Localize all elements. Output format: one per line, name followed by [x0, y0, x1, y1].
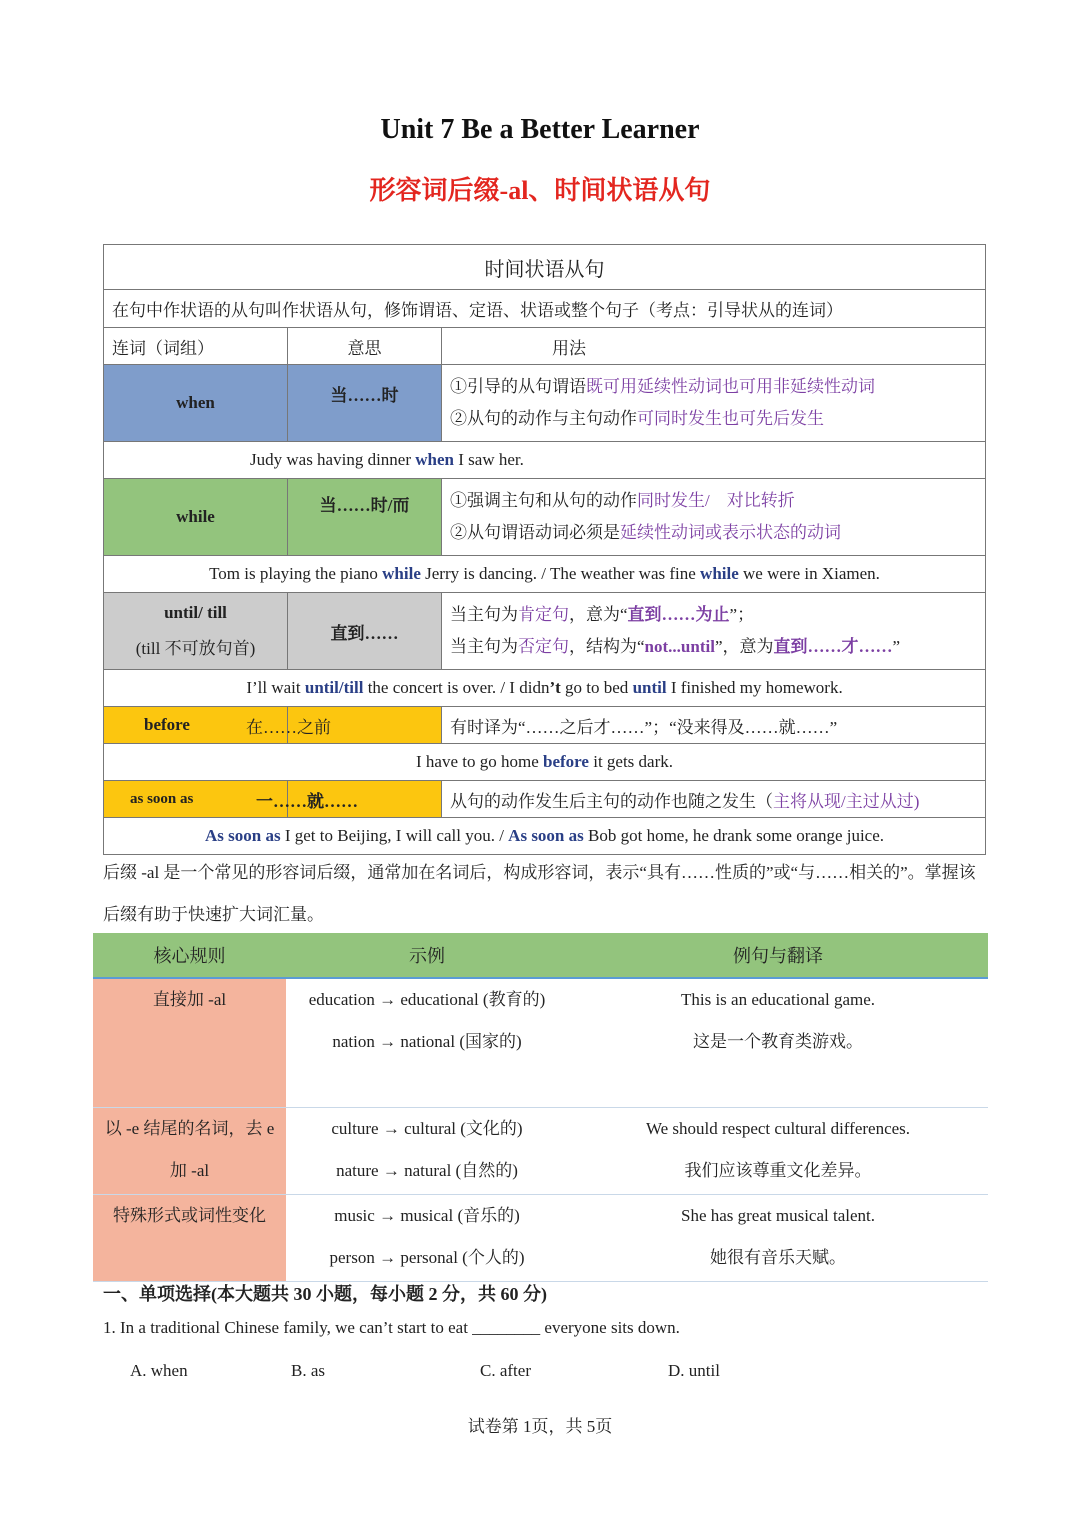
col-usage: 用法 — [442, 328, 986, 365]
sentence-cell: This is an educational game. 这是一个教育类游戏。 — [568, 978, 988, 1108]
table-row — [104, 365, 986, 442]
usage-when: ①引导的从句谓语既可用延续性动词也可用非延续性动词 ②从句的动作与主句动作可同时发生也可先后发生 — [442, 365, 986, 442]
meaning-before: 在……之前 — [288, 707, 442, 744]
conj-before: before — [104, 707, 288, 744]
option-c[interactable]: C. after — [480, 1361, 531, 1380]
meaning-while: 当……时/而 — [288, 479, 442, 556]
question-1: 1. In a traditional Chinese family, we can’t start to eat ________ everyone sits down. — [103, 1318, 680, 1337]
example-while: Tom is playing the piano while Jerry is dancing. / The weather was fine while we were in Xiamen. — [104, 556, 986, 593]
page-subtitle: 形容词后缀-al、时间状语从句 — [369, 176, 711, 205]
usage-while: ①强调主句和从句的动作同时发生/ 对比转折 ②从句谓语动词必须是延续性动词或表示状态的动词 — [442, 479, 986, 556]
meaning-as-soon-as: 一……就…… — [288, 781, 442, 818]
example-cell: education → educational (教育的) nation → national (国家的) — [286, 978, 568, 1108]
table-row — [104, 707, 986, 744]
table-row — [93, 1108, 988, 1195]
meaning-when: 当……时 — [288, 365, 442, 442]
conj-while: while — [104, 479, 288, 556]
sentence-cell: She has great musical talent. 她很有音乐天赋。 — [568, 1195, 988, 1282]
table-row — [93, 978, 988, 1108]
conj-until: until/ till (till 不可放句首) — [104, 593, 288, 670]
col-sentence: 例句与翻译 — [568, 933, 988, 978]
rule-cell: 直接加 -al — [93, 978, 286, 1108]
usage-as-soon-as: 从句的动作发生后主句的动作也随之发生（主将从现/主过从过) — [442, 781, 986, 818]
example-before: I have to go home before it gets dark. — [104, 744, 986, 781]
rule-cell: 特殊形式或词性变化 — [93, 1195, 286, 1282]
option-a[interactable]: A. when — [130, 1361, 188, 1380]
col-example: 示例 — [286, 933, 568, 978]
page-footer: 试卷第 1页，共 5页 — [467, 1417, 613, 1436]
example-cell: music → musical (音乐的) person → personal (个人的) — [286, 1195, 568, 1282]
col-rule: 核心规则 — [93, 933, 286, 978]
suffix-paragraph: 后缀 -al 是一个常见的形容词后缀，通常加在名词后，构成形容词，表示“具有……性质的”或“与……相关的”。掌握该后缀有助于快速扩大词汇量。 — [103, 863, 976, 924]
suffix-al-table — [93, 933, 988, 1282]
conj-when: when — [104, 365, 288, 442]
option-b[interactable]: B. as — [291, 1361, 325, 1380]
table-row — [93, 1195, 988, 1282]
page-title: Unit 7 Be a Better Learner — [380, 114, 700, 145]
table-row — [104, 781, 986, 818]
sentence-cell: We should respect cultural differences. 我们应该尊重文化差异。 — [568, 1108, 988, 1195]
col-conjunction: 连词（词组） — [104, 328, 288, 365]
rule-cell: 以 -e 结尾的名词，去 e 加 -al — [93, 1108, 286, 1195]
column-headers — [104, 328, 986, 365]
table-header: 时间状语从句 — [104, 245, 986, 290]
meaning-until: 直到…… — [288, 593, 442, 670]
example-as-soon-as: As soon as I get to Beijing, I will call you. / As soon as Bob got home, he drank some orange juice. — [104, 818, 986, 855]
example-cell: culture → cultural (文化的) nature → natural (自然的) — [286, 1108, 568, 1195]
example-when: Judy was having dinner when I saw her. — [104, 442, 986, 479]
table-row — [104, 593, 986, 670]
example-until: I’ll wait until/till the concert is over. / I didn’t go to bed until I finished my homework. — [104, 670, 986, 707]
adverbial-clause-table — [103, 244, 986, 855]
col-meaning: 意思 — [288, 328, 442, 365]
usage-until: 当主句为肯定句，意为“直到……为止”； 当主句为否定句，结构为“not...until”，意为直到……才……” — [442, 593, 986, 670]
option-d[interactable]: D. until — [668, 1361, 720, 1380]
conj-as-soon-as: as soon as — [104, 781, 288, 818]
table-row — [104, 479, 986, 556]
section-heading: 一、单项选择(本大题共 30 小题，每小题 2 分，共 60 分) — [103, 1284, 547, 1304]
usage-before: 有时译为“……之后才……”；“没来得及……就……” — [442, 707, 986, 744]
table-intro: 在句中作状语的从句叫作状语从句，修饰谓语、定语、状语或整个句子（考点：引导状从的连词） — [104, 290, 986, 328]
